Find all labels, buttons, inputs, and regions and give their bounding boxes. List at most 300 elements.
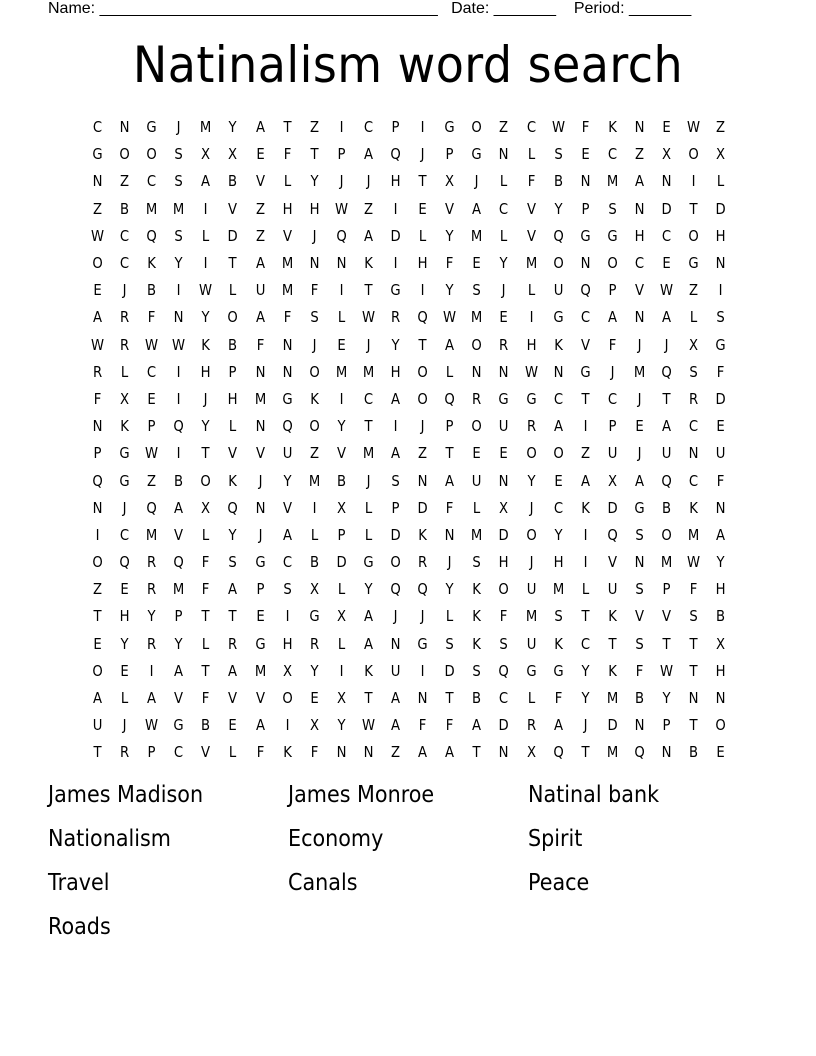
grid-letter[interactable]: Y <box>581 661 590 680</box>
grid-letter[interactable]: H <box>282 634 293 653</box>
grid-letter[interactable]: K <box>364 254 373 273</box>
grid-letter[interactable]: I <box>176 281 181 300</box>
grid-letter[interactable]: R <box>147 634 157 653</box>
grid-letter[interactable]: R <box>147 553 157 572</box>
grid-letter[interactable]: H <box>228 389 238 408</box>
grid-letter[interactable]: F <box>500 607 508 626</box>
grid-letter[interactable]: Y <box>310 172 319 191</box>
grid-letter[interactable]: J <box>366 335 371 354</box>
grid-letter[interactable]: Y <box>445 580 454 599</box>
grid-letter[interactable]: G <box>254 553 266 572</box>
grid-letter[interactable]: B <box>120 199 130 218</box>
period-field[interactable]: Period: _______ <box>573 0 692 17</box>
grid-letter[interactable]: E <box>228 716 238 735</box>
grid-letter[interactable]: J <box>502 281 506 300</box>
grid-letter[interactable]: K <box>472 634 482 653</box>
grid-letter[interactable]: O <box>390 553 401 572</box>
grid-letter[interactable]: P <box>608 281 617 300</box>
grid-letter[interactable]: Q <box>92 471 103 490</box>
grid-letter[interactable]: T <box>581 607 590 626</box>
grid-letter[interactable]: N <box>336 254 347 273</box>
grid-letter[interactable]: Y <box>228 525 238 544</box>
grid-letter[interactable]: I <box>339 281 344 300</box>
grid-letter[interactable]: B <box>689 743 699 762</box>
grid-letter[interactable]: D <box>661 199 672 218</box>
grid-letter[interactable]: A <box>634 471 644 490</box>
grid-letter[interactable]: R <box>120 743 130 762</box>
grid-letter[interactable]: S <box>472 553 482 572</box>
grid-letter[interactable]: F <box>445 716 454 735</box>
grid-letter[interactable]: L <box>337 580 346 599</box>
grid-letter[interactable]: L <box>364 498 373 517</box>
grid-letter[interactable]: N <box>499 471 509 490</box>
grid-letter[interactable]: Y <box>337 716 346 735</box>
grid-letter[interactable]: L <box>446 607 454 626</box>
grid-letter[interactable]: L <box>473 498 481 517</box>
grid-letter[interactable]: F <box>689 580 698 599</box>
grid-letter[interactable]: E <box>662 254 671 273</box>
grid-letter[interactable]: D <box>444 661 455 680</box>
grid-letter[interactable]: A <box>472 716 482 735</box>
grid-letter[interactable]: D <box>417 498 428 517</box>
grid-letter[interactable]: A <box>93 308 103 327</box>
grid-letter[interactable]: W <box>659 661 674 680</box>
grid-letter[interactable]: K <box>228 471 238 490</box>
grid-letter[interactable]: Q <box>146 226 157 245</box>
grid-letter[interactable]: Y <box>499 254 508 273</box>
grid-letter[interactable]: J <box>176 118 181 137</box>
grid-letter[interactable]: I <box>285 716 290 735</box>
grid-letter[interactable]: W <box>443 308 457 327</box>
grid-letter[interactable]: L <box>527 281 535 300</box>
grid-letter[interactable]: Z <box>391 743 401 762</box>
grid-letter[interactable]: X <box>336 498 346 517</box>
grid-letter[interactable]: O <box>552 254 564 273</box>
grid-letter[interactable]: G <box>634 498 645 517</box>
grid-letter[interactable]: E <box>553 471 563 490</box>
grid-letter[interactable]: I <box>339 661 344 680</box>
grid-letter[interactable]: M <box>471 308 483 327</box>
grid-letter[interactable]: V <box>228 444 238 463</box>
grid-letter[interactable]: M <box>146 199 158 218</box>
date-field[interactable]: Date: _______ <box>451 0 557 17</box>
grid-letter[interactable]: C <box>120 254 130 273</box>
grid-letter[interactable]: Z <box>309 444 319 463</box>
grid-letter[interactable]: I <box>393 254 398 273</box>
grid-letter[interactable]: L <box>717 172 725 191</box>
grid-letter[interactable]: A <box>553 417 563 436</box>
grid-letter[interactable]: S <box>174 145 184 164</box>
grid-letter[interactable]: I <box>285 607 290 626</box>
grid-letter[interactable]: I <box>691 172 696 191</box>
grid-letter[interactable]: P <box>445 417 454 436</box>
grid-letter[interactable]: Z <box>147 471 157 490</box>
grid-letter[interactable]: U <box>715 444 726 463</box>
grid-letter[interactable]: B <box>336 471 346 490</box>
grid-letter[interactable]: N <box>553 362 564 381</box>
grid-letter[interactable]: E <box>716 743 725 762</box>
grid-letter[interactable]: T <box>418 172 427 191</box>
grid-letter[interactable]: A <box>553 716 563 735</box>
grid-letter[interactable]: P <box>391 498 400 517</box>
grid-letter[interactable]: F <box>527 172 535 191</box>
grid-letter[interactable]: Q <box>580 281 591 300</box>
grid-letter[interactable]: Y <box>554 199 563 218</box>
grid-letter[interactable]: G <box>92 145 103 164</box>
grid-letter[interactable]: M <box>281 254 293 273</box>
grid-letter[interactable]: W <box>172 335 186 354</box>
grid-letter[interactable]: C <box>553 389 563 408</box>
grid-letter[interactable]: G <box>553 308 564 327</box>
grid-letter[interactable]: Z <box>716 118 726 137</box>
grid-letter[interactable]: K <box>580 498 590 517</box>
grid-letter[interactable]: I <box>312 498 317 517</box>
grid-letter[interactable]: G <box>607 226 618 245</box>
grid-letter[interactable]: K <box>147 254 157 273</box>
grid-letter[interactable]: N <box>417 689 428 708</box>
grid-letter[interactable]: V <box>255 689 265 708</box>
grid-letter[interactable]: O <box>92 254 103 273</box>
grid-letter[interactable]: O <box>525 525 537 544</box>
grid-letter[interactable]: N <box>499 145 509 164</box>
grid-letter[interactable]: T <box>201 444 210 463</box>
grid-letter[interactable]: G <box>282 389 293 408</box>
grid-letter[interactable]: K <box>607 607 617 626</box>
grid-letter[interactable]: V <box>282 498 292 517</box>
grid-letter[interactable]: Y <box>174 634 183 653</box>
grid-letter[interactable]: R <box>120 335 130 354</box>
grid-letter[interactable]: G <box>417 634 428 653</box>
grid-letter[interactable]: D <box>498 716 510 735</box>
grid-letter[interactable]: M <box>660 553 673 572</box>
grid-letter[interactable]: J <box>420 145 425 164</box>
grid-letter[interactable]: Z <box>580 444 590 463</box>
grid-letter[interactable]: A <box>255 716 265 735</box>
grid-letter[interactable]: F <box>445 498 454 517</box>
grid-letter[interactable]: W <box>145 716 159 735</box>
grid-letter[interactable]: O <box>146 145 157 164</box>
grid-letter[interactable]: S <box>553 145 563 164</box>
grid-letter[interactable]: L <box>527 145 535 164</box>
grid-letter[interactable]: V <box>526 226 536 245</box>
grid-letter[interactable]: K <box>607 118 617 137</box>
grid-letter[interactable]: F <box>445 254 454 273</box>
grid-letter[interactable]: Z <box>93 199 103 218</box>
grid-letter[interactable]: Y <box>445 226 454 245</box>
grid-letter[interactable]: H <box>119 607 130 626</box>
grid-letter[interactable]: F <box>608 335 617 354</box>
grid-letter[interactable]: J <box>366 471 371 490</box>
grid-letter[interactable]: C <box>688 417 699 436</box>
grid-letter[interactable]: A <box>255 254 265 273</box>
grid-letter[interactable]: J <box>420 607 425 626</box>
grid-letter[interactable]: C <box>120 525 130 544</box>
grid-letter[interactable]: O <box>552 444 564 463</box>
grid-letter[interactable]: E <box>499 308 509 327</box>
grid-letter[interactable]: K <box>553 634 563 653</box>
grid-letter[interactable]: N <box>580 172 591 191</box>
grid-letter[interactable]: W <box>334 199 348 218</box>
grid-letter[interactable]: M <box>552 580 564 599</box>
grid-letter[interactable]: T <box>689 634 698 653</box>
grid-letter[interactable]: E <box>472 444 482 463</box>
grid-letter[interactable]: H <box>200 362 211 381</box>
grid-letter[interactable]: Q <box>173 553 185 572</box>
grid-letter[interactable]: L <box>120 362 129 381</box>
grid-letter[interactable]: Q <box>661 362 672 381</box>
grid-letter[interactable]: C <box>363 118 374 137</box>
grid-letter[interactable]: X <box>201 145 211 164</box>
grid-letter[interactable]: M <box>633 362 646 381</box>
grid-letter[interactable]: O <box>309 362 320 381</box>
grid-letter[interactable]: P <box>337 525 346 544</box>
grid-letter[interactable]: O <box>688 226 699 245</box>
grid-letter[interactable]: M <box>200 118 212 137</box>
grid-letter[interactable]: A <box>282 525 292 544</box>
grid-letter[interactable]: Y <box>283 471 292 490</box>
grid-letter[interactable]: R <box>92 362 103 381</box>
grid-letter[interactable]: I <box>203 254 208 273</box>
grid-letter[interactable]: J <box>312 335 317 354</box>
grid-letter[interactable]: F <box>310 743 319 762</box>
grid-letter[interactable]: X <box>716 145 726 164</box>
grid-letter[interactable]: E <box>310 689 319 708</box>
grid-letter[interactable]: G <box>363 553 374 572</box>
grid-letter[interactable]: A <box>661 417 672 436</box>
grid-letter[interactable]: A <box>391 444 401 463</box>
grid-letter[interactable]: A <box>716 525 726 544</box>
grid-letter[interactable]: V <box>580 335 590 354</box>
grid-letter[interactable]: T <box>201 661 210 680</box>
grid-letter[interactable]: I <box>176 389 181 408</box>
grid-letter[interactable]: X <box>716 634 726 653</box>
grid-letter[interactable]: J <box>203 389 208 408</box>
grid-letter[interactable]: Y <box>337 417 346 436</box>
grid-letter[interactable]: J <box>122 281 127 300</box>
grid-letter[interactable]: W <box>145 444 159 463</box>
grid-letter[interactable]: N <box>688 444 699 463</box>
grid-letter[interactable]: U <box>607 580 618 599</box>
grid-letter[interactable]: J <box>637 335 642 354</box>
grid-letter[interactable]: G <box>498 389 510 408</box>
grid-letter[interactable]: C <box>499 199 509 218</box>
grid-letter[interactable]: Y <box>174 254 183 273</box>
grid-letter[interactable]: R <box>526 417 536 436</box>
grid-letter[interactable]: G <box>525 389 537 408</box>
grid-letter[interactable]: P <box>174 607 183 626</box>
grid-letter[interactable]: X <box>499 498 509 517</box>
grid-letter[interactable]: Z <box>689 281 699 300</box>
grid-letter[interactable]: S <box>228 553 238 572</box>
grid-letter[interactable]: N <box>336 743 347 762</box>
grid-letter[interactable]: Q <box>444 389 455 408</box>
grid-letter[interactable]: A <box>174 661 184 680</box>
grid-letter[interactable]: K <box>282 743 292 762</box>
grid-letter[interactable]: P <box>581 199 590 218</box>
grid-letter[interactable]: T <box>581 743 590 762</box>
grid-letter[interactable]: Y <box>527 471 536 490</box>
grid-letter[interactable]: G <box>525 661 537 680</box>
grid-letter[interactable]: E <box>255 607 265 626</box>
grid-letter[interactable]: I <box>420 661 425 680</box>
grid-letter[interactable]: M <box>254 389 266 408</box>
grid-letter[interactable]: I <box>149 661 154 680</box>
grid-letter[interactable]: T <box>689 716 698 735</box>
grid-letter[interactable]: I <box>529 308 533 327</box>
grid-letter[interactable]: Q <box>661 471 672 490</box>
grid-letter[interactable]: Z <box>418 444 428 463</box>
grid-letter[interactable]: T <box>689 199 698 218</box>
grid-letter[interactable]: N <box>499 362 509 381</box>
grid-letter[interactable]: M <box>471 525 483 544</box>
grid-letter[interactable]: M <box>254 661 266 680</box>
grid-letter[interactable]: K <box>607 661 617 680</box>
grid-letter[interactable]: S <box>472 661 482 680</box>
grid-letter[interactable]: A <box>363 607 373 626</box>
grid-letter[interactable]: O <box>227 308 239 327</box>
grid-letter[interactable]: H <box>715 580 726 599</box>
grid-letter[interactable]: T <box>608 634 617 653</box>
grid-letter[interactable]: K <box>418 525 428 544</box>
grid-letter[interactable]: L <box>229 743 237 762</box>
grid-letter[interactable]: V <box>445 199 455 218</box>
grid-letter[interactable]: X <box>689 335 699 354</box>
grid-letter[interactable]: S <box>174 172 184 191</box>
grid-letter[interactable]: C <box>607 145 617 164</box>
grid-letter[interactable]: Q <box>390 580 401 599</box>
grid-letter[interactable]: T <box>364 281 373 300</box>
grid-letter[interactable]: M <box>173 199 185 218</box>
grid-letter[interactable]: M <box>606 172 619 191</box>
grid-letter[interactable]: J <box>122 498 127 517</box>
grid-letter[interactable]: L <box>337 634 346 653</box>
grid-letter[interactable]: P <box>147 417 156 436</box>
grid-letter[interactable]: O <box>688 145 699 164</box>
grid-letter[interactable]: F <box>202 580 210 599</box>
grid-letter[interactable]: P <box>662 716 671 735</box>
grid-letter[interactable]: N <box>363 743 374 762</box>
grid-letter[interactable]: W <box>687 118 701 137</box>
grid-letter[interactable]: S <box>689 607 698 626</box>
grid-letter[interactable]: N <box>634 716 645 735</box>
grid-letter[interactable]: W <box>199 281 213 300</box>
grid-letter[interactable]: G <box>580 226 591 245</box>
grid-letter[interactable]: A <box>445 335 455 354</box>
grid-letter[interactable]: J <box>258 525 263 544</box>
grid-letter[interactable]: F <box>202 689 210 708</box>
grid-letter[interactable]: D <box>498 525 510 544</box>
grid-letter[interactable]: Y <box>391 335 400 354</box>
grid-letter[interactable]: F <box>554 689 562 708</box>
grid-letter[interactable]: Z <box>634 145 644 164</box>
grid-letter[interactable]: J <box>610 362 615 381</box>
grid-letter[interactable]: A <box>255 308 265 327</box>
grid-letter[interactable]: Q <box>552 743 564 762</box>
grid-letter[interactable]: G <box>146 118 157 137</box>
grid-letter[interactable]: T <box>445 689 454 708</box>
grid-letter[interactable]: P <box>93 444 102 463</box>
grid-letter[interactable]: T <box>662 634 671 653</box>
grid-letter[interactable]: Y <box>662 689 671 708</box>
grid-letter[interactable]: L <box>364 525 373 544</box>
grid-letter[interactable]: C <box>580 308 590 327</box>
grid-letter[interactable]: W <box>361 716 376 735</box>
grid-letter[interactable]: K <box>201 335 211 354</box>
grid-letter[interactable]: N <box>661 743 672 762</box>
grid-letter[interactable]: Q <box>173 417 185 436</box>
grid-letter[interactable]: R <box>418 553 428 572</box>
grid-letter[interactable]: I <box>583 553 588 572</box>
grid-letter[interactable]: F <box>256 335 264 354</box>
grid-letter[interactable]: B <box>553 172 563 191</box>
grid-letter[interactable]: M <box>525 254 537 273</box>
grid-letter[interactable]: S <box>635 580 644 599</box>
grid-letter[interactable]: E <box>93 634 102 653</box>
grid-letter[interactable]: E <box>418 199 427 218</box>
grid-letter[interactable]: B <box>228 172 238 191</box>
grid-letter[interactable]: Y <box>364 580 373 599</box>
grid-letter[interactable]: B <box>201 716 211 735</box>
grid-letter[interactable]: L <box>120 689 129 708</box>
grid-letter[interactable]: D <box>607 498 618 517</box>
grid-letter[interactable]: L <box>202 634 210 653</box>
grid-letter[interactable]: L <box>310 525 318 544</box>
grid-letter[interactable]: V <box>255 172 265 191</box>
grid-letter[interactable]: J <box>637 389 642 408</box>
grid-letter[interactable]: O <box>309 417 320 436</box>
grid-letter[interactable]: X <box>228 145 238 164</box>
grid-letter[interactable]: U <box>661 444 672 463</box>
grid-letter[interactable]: L <box>337 308 346 327</box>
grid-letter[interactable]: T <box>93 607 102 626</box>
grid-letter[interactable]: W <box>91 335 105 354</box>
grid-letter[interactable]: J <box>258 471 263 490</box>
grid-letter[interactable]: M <box>606 689 619 708</box>
grid-letter[interactable]: J <box>393 607 398 626</box>
grid-letter[interactable]: O <box>92 661 103 680</box>
grid-letter[interactable]: O <box>471 335 483 354</box>
grid-letter[interactable]: K <box>689 498 698 517</box>
grid-letter[interactable]: Y <box>147 607 156 626</box>
grid-letter[interactable]: O <box>417 362 428 381</box>
grid-letter[interactable]: N <box>715 498 726 517</box>
grid-letter[interactable]: H <box>309 199 320 218</box>
grid-letter[interactable]: K <box>364 661 373 680</box>
grid-letter[interactable]: I <box>583 525 588 544</box>
grid-letter[interactable]: F <box>256 743 264 762</box>
grid-letter[interactable]: E <box>93 281 102 300</box>
grid-letter[interactable]: N <box>499 743 509 762</box>
grid-letter[interactable]: Y <box>120 634 129 653</box>
grid-letter[interactable]: A <box>147 689 157 708</box>
grid-letter[interactable]: L <box>500 172 508 191</box>
grid-letter[interactable]: Q <box>417 580 428 599</box>
grid-letter[interactable]: K <box>120 417 129 436</box>
grid-letter[interactable]: P <box>608 417 617 436</box>
grid-letter[interactable]: U <box>499 417 509 436</box>
grid-letter[interactable]: H <box>498 553 509 572</box>
grid-letter[interactable]: D <box>715 389 726 408</box>
grid-letter[interactable]: T <box>445 444 454 463</box>
grid-letter[interactable]: D <box>390 226 401 245</box>
grid-letter[interactable]: Z <box>255 226 265 245</box>
grid-letter[interactable]: H <box>715 661 726 680</box>
grid-letter[interactable]: C <box>147 362 157 381</box>
grid-letter[interactable]: I <box>95 525 100 544</box>
grid-letter[interactable]: M <box>281 281 293 300</box>
grid-letter[interactable]: J <box>447 553 452 572</box>
grid-letter[interactable]: V <box>282 226 292 245</box>
